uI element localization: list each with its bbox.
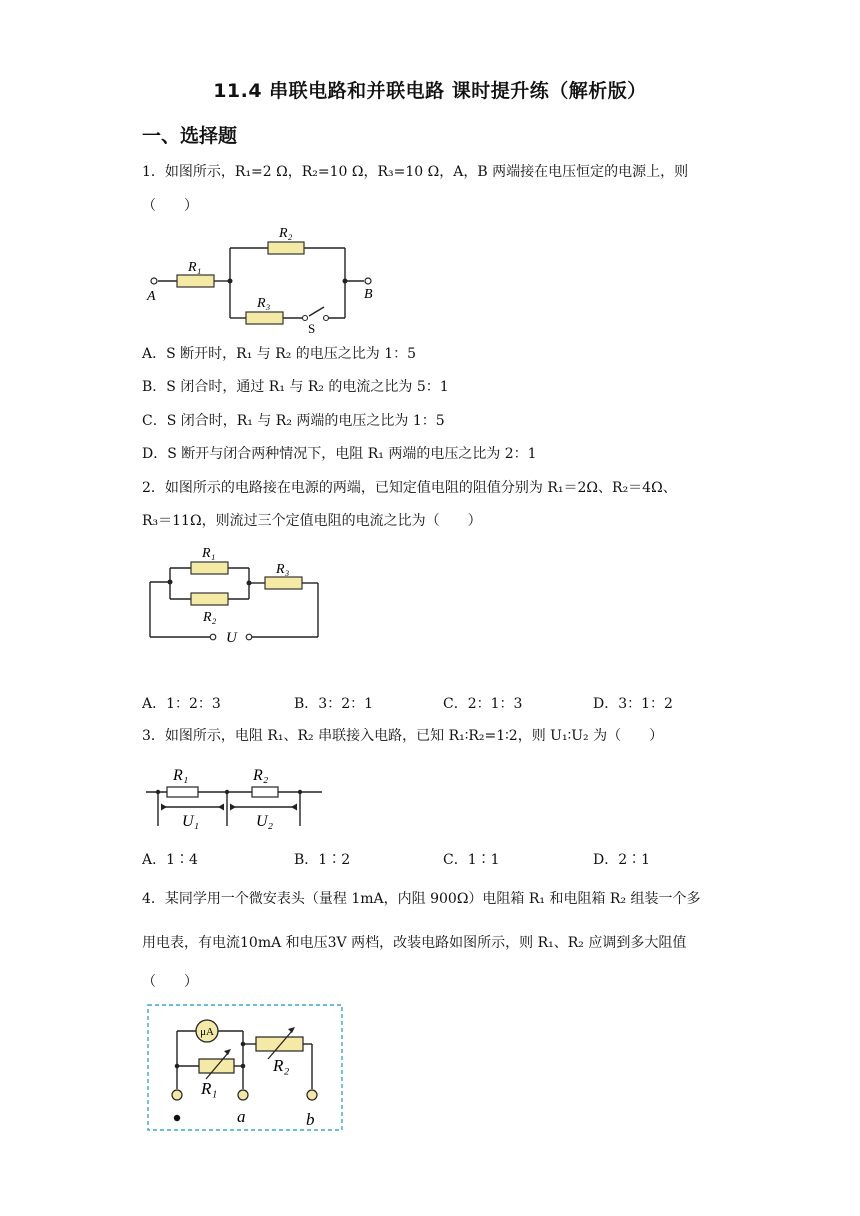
section-heading: 一、选择题: [142, 125, 238, 147]
question-4-text-line2: 用电表，有电流10mA 和电压3V 两档，改装电路如图所示，则 R₁、R₂ 应调到多大阻值: [142, 935, 687, 951]
question-2-text-line2: R₃＝11Ω，则流过三个定值电阻的电流之比为（ ）: [142, 513, 482, 529]
label-u: U: [226, 630, 237, 646]
label-r1: R₁: [173, 767, 189, 784]
terminal-b: [365, 278, 371, 284]
question-2-option-d: D．3：1：2: [593, 696, 673, 712]
resistor-r2: [252, 787, 278, 797]
question-3-text: 3．如图所示，电阻 R₁、R₂ 串联接入电路，已知 R₁∶R₂=1∶2，则 U₁∶U₂ 为（ ）: [142, 728, 664, 744]
resistor-r1: [191, 562, 228, 574]
label-r2: R₂: [203, 610, 217, 625]
label-r2: R₂: [253, 767, 269, 784]
resistor-r3: [265, 577, 302, 589]
question-3-option-c: C．1∶1: [443, 852, 500, 868]
question-1-circuit-figure: [142, 218, 382, 336]
question-2-option-a: A．1：2：3: [142, 696, 221, 712]
question-1-option-b: B．S 闭合时，通过 R₁ 与 R₂ 的电流之比为 5：1: [142, 379, 449, 395]
label-s: S: [308, 321, 316, 336]
label-r2: R₂: [273, 1056, 290, 1075]
question-4-circuit-figure: [146, 1003, 346, 1135]
terminal-a: [151, 278, 157, 284]
question-2-option-c: C．2：1：3: [443, 696, 523, 712]
label-u2: U₂: [256, 813, 274, 830]
question-3-circuit-figure: [142, 760, 327, 832]
label-a: A: [147, 289, 156, 304]
page-title: 11.4 串联电路和并联电路 课时提升练（解析版）: [213, 80, 647, 102]
question-1-text: 1．如图所示，R₁=2 Ω，R₂=10 Ω，R₃=10 Ω，A，B 两端接在电压恒定的电源上，则: [142, 164, 689, 180]
question-4-paren: （ ）: [142, 974, 198, 990]
resistor-r2: [268, 242, 304, 254]
label-r2: R₂: [279, 226, 293, 241]
question-3-option-a: A．1∶4: [142, 852, 198, 868]
resistor-r3: [246, 312, 283, 324]
label-u1: U₁: [182, 813, 200, 830]
question-2-text-line1: 2．如图所示的电路接在电源的两端，已知定值电阻的阻值分别为 R₁＝2Ω、R₂＝4Ω、: [142, 480, 677, 496]
label-r3: R₃: [276, 562, 290, 577]
question-1-option-d: D．S 断开与闭合两种情况下，电阻 R₁ 两端的电压之比为 2：1: [142, 446, 537, 462]
terminal-b: [307, 1090, 317, 1100]
terminal-common: [172, 1090, 182, 1100]
label-a: a: [237, 1107, 246, 1126]
label-b: b: [306, 1110, 315, 1129]
terminal-a: [238, 1090, 248, 1100]
question-3-option-b: B．1∶2: [294, 852, 351, 868]
resistor-r1: [167, 787, 198, 797]
label-r1: R₁: [202, 546, 216, 561]
label-r3: R₃: [257, 296, 271, 311]
question-2-circuit-figure: [142, 540, 327, 648]
question-3-option-d: D．2∶1: [593, 852, 651, 868]
question-4-text-line1: 4．某同学用一个微安表头（量程 1mA，内阻 900Ω）电阻箱 R₁ 和电阻箱 R₂ 组装一个多: [142, 891, 701, 907]
question-2-option-b: B．3：2：1: [294, 696, 374, 712]
label-b: B: [364, 287, 373, 302]
question-1-paren: （ ）: [142, 198, 198, 214]
label-meter: μA: [200, 1026, 214, 1038]
question-1-option-a: A．S 断开时，R₁ 与 R₂ 的电压之比为 1：5: [142, 346, 417, 362]
label-r1: R₁: [188, 260, 202, 275]
resistor-r2: [191, 593, 228, 605]
resistor-r1: [177, 275, 214, 287]
label-r1: R₁: [201, 1079, 218, 1098]
question-1-option-c: C．S 闭合时，R₁ 与 R₂ 两端的电压之比为 1：5: [142, 413, 445, 429]
resistor-box-r2: [256, 1037, 303, 1051]
